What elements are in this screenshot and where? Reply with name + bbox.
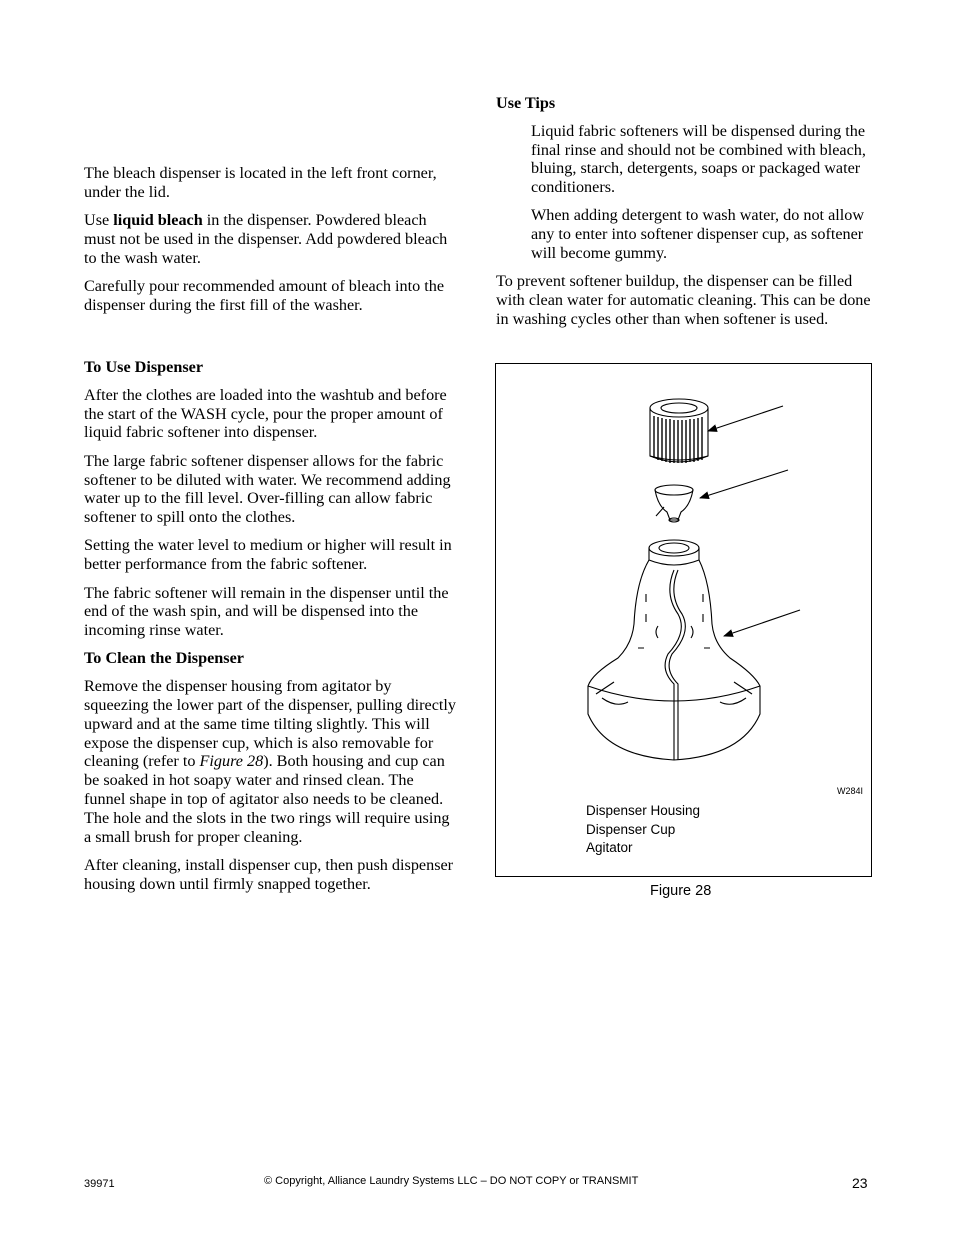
tip-item: Liquid fabric softeners will be dispensed during the final rinse and should not be combined with bleach, bluing, starch, detergents, soaps or packaged water conditioners. xyxy=(531,121,866,197)
agitator-drawing xyxy=(588,540,760,760)
pour-bleach-text: Carefully pour recommended amount of bleach into the dispenser during the first fill of the washer. xyxy=(84,276,445,314)
use-tips-heading: Use Tips xyxy=(496,94,556,112)
right-column xyxy=(496,94,874,338)
legend-dispenser-cup: Dispenser Cup xyxy=(586,821,676,837)
dispenser-housing-drawing xyxy=(650,399,708,463)
cup-arrow xyxy=(700,470,788,498)
use-paragraph: After the clothes are loaded into the washtub and before the start of the WASH cycle, pour the proper amount of liquid fabric softener into dispenser. xyxy=(84,385,447,442)
use-paragraph: The large fabric softener dispenser allows for the fabric softener to be diluted with water. We recommend adding water up to the fill level. Over-filling can allow fabric softener to spill onto the clothes. xyxy=(84,451,451,527)
agitator-arrow xyxy=(724,610,800,636)
page-number: 23 xyxy=(852,1175,868,1191)
legend-dispenser-housing: Dispenser Housing xyxy=(586,803,701,818)
reinstall-paragraph: After cleaning, install dispenser cup, then push dispenser housing down until firmly snapped together. xyxy=(84,855,454,893)
tip-item: When adding detergent to wash water, do not allow any to enter into softener dispenser cup, as softener will become gummy. xyxy=(531,206,865,263)
dispenser-cup-drawing xyxy=(655,485,693,522)
figure-legend xyxy=(586,802,700,858)
bleach-location-text: The bleach dispenser is located in the left front corner, under the lid. xyxy=(84,164,437,201)
housing-arrow xyxy=(708,406,783,431)
doc-number: 39971 xyxy=(84,1178,115,1190)
legend-agitator: Agitator xyxy=(586,840,633,855)
use-paragraph: Setting the water level to medium or higher will result in better performance from the fabric softener. xyxy=(84,536,452,574)
dispenser-illustration xyxy=(496,364,871,876)
figure-caption: Figure 28 xyxy=(650,883,712,899)
left-column xyxy=(84,164,459,903)
clean-paragraph: Remove the dispenser housing from agitator by squeezing the lower part of the dispenser, pulling directly upward and at the same time tilting slightly. This will expose the dispenser cup, which is also removable for cleaning (refer to Figure 28). Both housing and cup can be soaked in hot soapy water and rinsed clean. The funnel shape in top of agitator also needs to be cleaned. The hole and the slots in the two rings will require using a small brush for proper cleaning. xyxy=(84,677,457,846)
liquid-bleach-text: Use liquid bleach in the dispenser. Powdered bleach must not be used in the dispenser. Add powdered bleach to the wash water. xyxy=(84,211,448,267)
figure-box xyxy=(495,363,872,877)
figure-code: W284I xyxy=(836,786,863,796)
use-paragraph: The fabric softener will remain in the dispenser until the end of the wash spin, and will be dispensed into the incoming rinse water. xyxy=(84,583,449,640)
clean-dispenser-heading: To Clean the Dispenser xyxy=(84,649,244,668)
prevent-buildup-text: To prevent softener buildup, the dispenser can be filled with clean water for automatic cleaning. This can be done in washing cycles other than when softener is used. xyxy=(496,272,871,328)
use-dispenser-heading: To Use Dispenser xyxy=(84,358,204,377)
copyright-notice: © Copyright, Alliance Laundry Systems LLC – DO NOT COPY or TRANSMIT xyxy=(264,1175,639,1187)
